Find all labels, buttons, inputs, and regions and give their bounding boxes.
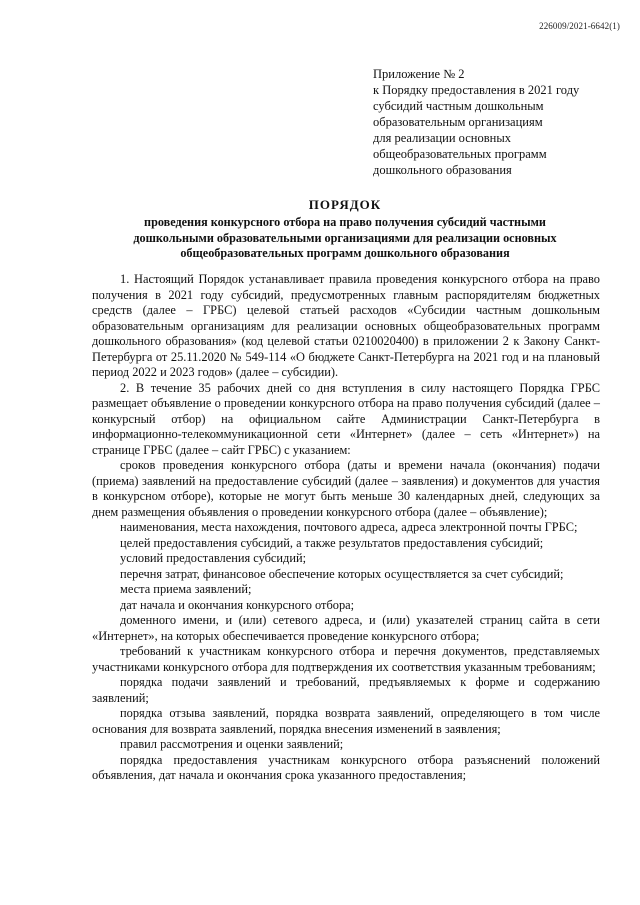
appendix-line: Приложение № 2 bbox=[373, 67, 465, 81]
list-item-requirements: требований к участникам конкурсного отбора и перечня документов, представляемых участниками конкурсного отбора для подтверждения их соответствия указанным требованиям; bbox=[92, 644, 600, 674]
subtitle-line: дошкольными образовательными организациями для реализации основных bbox=[133, 230, 557, 245]
list-item-withdrawal: порядка отзыва заявлений, порядка возврата заявлений, определяющего в том числе основания для возврата заявлений, порядка внесения изменений в заявления; bbox=[92, 706, 600, 736]
list-item-costs: перечня затрат, финансовое обеспечение которых осуществляется за счет субсидий; bbox=[120, 566, 564, 581]
list-item-place: места приема заявлений; bbox=[120, 582, 252, 596]
appendix-line: образовательным организациям bbox=[373, 115, 543, 129]
subtitle-line: общеобразовательных программ дошкольного образования bbox=[180, 246, 510, 260]
appendix-line: для реализации основных bbox=[373, 131, 511, 145]
list-item-review-rules: правил рассмотрения и оценки заявлений; bbox=[120, 737, 344, 751]
paragraph-1: 1. Настоящий Порядок устанавливает правила проведения конкурсного отбора на право получения в 2021 году субсидий, предусмотренных главным распорядителям бюджетных средств (далее – ГРБС) целевой статьей расходов «Субсидии частным дошкольным образовательным организациям для реализации основных общеобразовательных программ дошкольного образования» (код целевой статьи 0210020400) в приложении 2 к Закону Санкт-Петербурга от 25.11.2020 № 549-114 «О бюджете Санкт-Петербурга на 2021 год и на плановый период 2022 и 2023 годов» (далее – субсидии). bbox=[92, 272, 600, 379]
list-item-submission: порядка подачи заявлений и требований, предъявляемых к форме и содержанию заявлений; bbox=[92, 675, 600, 705]
paragraph-2: 2. В течение 35 рабочих дней со дня вступления в силу настоящего Порядка ГРБС размещает объявление о проведении конкурсного отбора на право получения субсидий (далее – конкурсный отбор) на официальном сайте Администрации Санкт-Петербурга в информационно-телекоммуникационной сети «Интернет» (далее – сеть «Интернет») на странице ГРБС (далее – сайт ГРБС) с указанием: bbox=[92, 380, 600, 457]
list-item-goals: целей предоставления субсидий, а также результатов предоставления субсидий; bbox=[120, 535, 544, 550]
document-title: ПОРЯДОК bbox=[308, 197, 382, 212]
document-subtitle bbox=[90, 215, 600, 262]
list-item-grbs-address: наименования, места нахождения, почтового адреса, адреса электронной почты ГРБС; bbox=[120, 520, 578, 534]
appendix-line: дошкольного образования bbox=[373, 163, 512, 177]
list-item-clarifications: порядка предоставления участникам конкурсного отбора разъяснений положений объявления, дат начала и окончания срока указанного предоставления; bbox=[92, 752, 600, 782]
appendix-line: общеобразовательных программ bbox=[373, 147, 547, 161]
list-item-domain: доменного имени, и (или) сетевого адреса, и (или) указателей страниц сайта в сети «Интернет», на которых обеспечивается проведение конкурсного отбора; bbox=[92, 613, 600, 643]
appendix-line: субсидий частным дошкольным bbox=[373, 99, 544, 113]
document-number: 226009/2021-6642(1) bbox=[539, 21, 620, 31]
appendix-line: к Порядку предоставления в 2021 году bbox=[373, 83, 580, 97]
subtitle-line: проведения конкурсного отбора на право получения субсидий частными bbox=[144, 215, 546, 229]
document-body bbox=[92, 272, 600, 784]
list-item-conditions: условий предоставления субсидий; bbox=[120, 551, 307, 565]
list-item-dates: дат начала и окончания конкурсного отбора; bbox=[120, 597, 355, 612]
list-item-deadlines: сроков проведения конкурсного отбора (даты и времени начала (окончания) подачи (приема) заявлений на предоставление субсидий (далее – заявления) и документов для участия в конкурсном отборе), которые не могут быть меньше 30 календарных дней, следующих за днем размещения объявления о проведении конкурсного отбора (далее – объявление); bbox=[92, 458, 600, 519]
appendix-block bbox=[373, 66, 623, 178]
